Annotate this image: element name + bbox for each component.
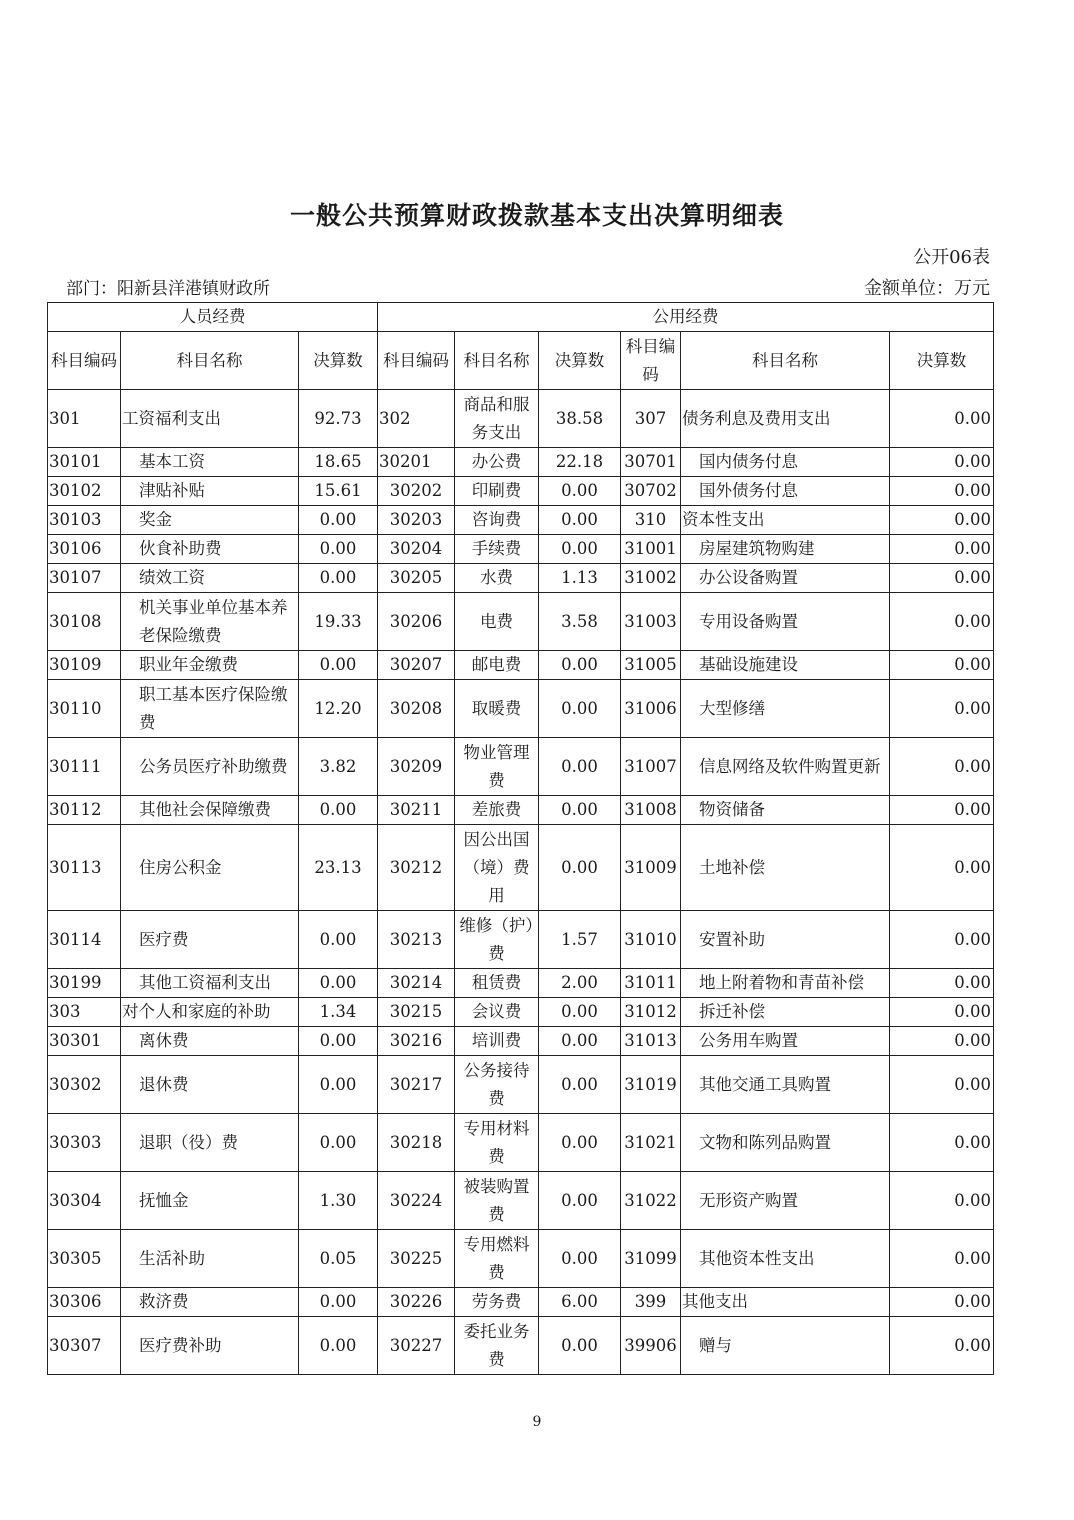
cell-code: 31003 [621, 593, 681, 651]
cell-name: 工资福利支出 [121, 390, 299, 448]
table-row [48, 651, 994, 680]
cell-code: 31013 [621, 1027, 681, 1056]
cell-name: 公务接待费 [455, 1056, 539, 1114]
cell-code: 399 [621, 1288, 681, 1317]
cell-amount: 0.00 [890, 593, 994, 651]
cell-amount: 0.00 [890, 825, 994, 911]
cell-amount: 0.00 [539, 796, 621, 825]
cell-amount: 0.00 [890, 1317, 994, 1375]
cell-amount: 0.00 [890, 1288, 994, 1317]
col-header-code: 科目编码 [48, 332, 121, 390]
cell-name: 专用燃料费 [455, 1230, 539, 1288]
cell-name: 其他资本性支出 [681, 1230, 890, 1288]
cell-amount: 0.00 [539, 1056, 621, 1114]
department-label: 部门：阳新县洋港镇财政所 [66, 279, 270, 299]
cell-name: 维修（护）费 [455, 911, 539, 969]
cell-code: 30217 [378, 1056, 455, 1114]
table-row [48, 680, 994, 738]
cell-amount: 0.00 [890, 390, 994, 448]
cell-code: 31010 [621, 911, 681, 969]
col-header-name: 科目名称 [455, 332, 539, 390]
cell-code: 31021 [621, 1114, 681, 1172]
cell-name: 被装购置费 [455, 1172, 539, 1230]
cell-code: 307 [621, 390, 681, 448]
cell-code: 30701 [621, 448, 681, 477]
table-row [48, 1288, 994, 1317]
cell-code: 31099 [621, 1230, 681, 1288]
cell-name: 职业年金缴费 [121, 651, 299, 680]
page-title: 一般公共预算财政拨款基本支出决算明细表 [289, 201, 784, 230]
cell-code: 30301 [48, 1027, 121, 1056]
col-header-code: 科目编码 [621, 332, 681, 390]
table-row [48, 738, 994, 796]
cell-name: 地上附着物和青苗补偿 [681, 969, 890, 998]
group-header-personnel: 人员经费 [48, 303, 378, 332]
cell-amount: 0.00 [299, 1056, 378, 1114]
cell-code: 31011 [621, 969, 681, 998]
cell-code: 30199 [48, 969, 121, 998]
cell-amount: 0.00 [890, 911, 994, 969]
cell-amount: 0.00 [539, 1172, 621, 1230]
cell-name: 物业管理费 [455, 738, 539, 796]
cell-name: 商品和服务支出 [455, 390, 539, 448]
cell-amount: 22.18 [539, 448, 621, 477]
cell-code: 30218 [378, 1114, 455, 1172]
cell-name: 培训费 [455, 1027, 539, 1056]
cell-code: 31022 [621, 1172, 681, 1230]
col-header-name: 科目名称 [681, 332, 890, 390]
cell-amount: 0.00 [539, 651, 621, 680]
cell-name: 医疗费补助 [121, 1317, 299, 1375]
cell-code: 30207 [378, 651, 455, 680]
cell-amount: 3.58 [539, 593, 621, 651]
table-row [48, 825, 994, 911]
cell-amount: 0.00 [299, 969, 378, 998]
cell-name: 取暖费 [455, 680, 539, 738]
cell-name: 公务用车购置 [681, 1027, 890, 1056]
cell-amount: 0.00 [539, 1027, 621, 1056]
cell-amount: 0.00 [890, 1230, 994, 1288]
cell-name: 其他支出 [681, 1288, 890, 1317]
cell-amount: 0.00 [890, 1056, 994, 1114]
col-header-amount: 决算数 [890, 332, 994, 390]
cell-code: 30111 [48, 738, 121, 796]
cell-code: 30206 [378, 593, 455, 651]
cell-name: 资本性支出 [681, 506, 890, 535]
cell-amount: 0.00 [539, 825, 621, 911]
cell-amount: 19.33 [299, 593, 378, 651]
cell-name: 抚恤金 [121, 1172, 299, 1230]
cell-amount: 15.61 [299, 477, 378, 506]
cell-amount: 2.00 [539, 969, 621, 998]
cell-name: 退休费 [121, 1056, 299, 1114]
cell-amount: 92.73 [299, 390, 378, 448]
cell-code: 30213 [378, 911, 455, 969]
cell-name: 邮电费 [455, 651, 539, 680]
cell-name: 津贴补贴 [121, 477, 299, 506]
cell-name: 房屋建筑物购建 [681, 535, 890, 564]
cell-amount: 1.34 [299, 998, 378, 1027]
cell-name: 机关事业单位基本养老保险缴费 [121, 593, 299, 651]
cell-name: 办公设备购置 [681, 564, 890, 593]
cell-code: 30112 [48, 796, 121, 825]
cell-name: 会议费 [455, 998, 539, 1027]
table-row [48, 1172, 994, 1230]
cell-code: 302 [378, 390, 455, 448]
cell-name: 职工基本医疗保险缴费 [121, 680, 299, 738]
cell-code: 30107 [48, 564, 121, 593]
cell-code: 30106 [48, 535, 121, 564]
table-row [48, 535, 994, 564]
cell-name: 基本工资 [121, 448, 299, 477]
cell-name: 其他社会保障缴费 [121, 796, 299, 825]
cell-name: 基础设施建设 [681, 651, 890, 680]
table-row [48, 1114, 994, 1172]
cell-amount: 0.00 [539, 1317, 621, 1375]
cell-amount: 0.00 [299, 564, 378, 593]
cell-name: 其他交通工具购置 [681, 1056, 890, 1114]
cell-amount: 0.00 [299, 1027, 378, 1056]
cell-name: 伙食补助费 [121, 535, 299, 564]
table-row [48, 1317, 994, 1375]
cell-name: 医疗费 [121, 911, 299, 969]
table-row [48, 593, 994, 651]
cell-name: 奖金 [121, 506, 299, 535]
cell-amount: 0.00 [539, 535, 621, 564]
cell-name: 国内债务付息 [681, 448, 890, 477]
cell-amount: 0.00 [890, 738, 994, 796]
cell-code: 30208 [378, 680, 455, 738]
table-row [48, 796, 994, 825]
cell-code: 31012 [621, 998, 681, 1027]
cell-name: 印刷费 [455, 477, 539, 506]
cell-amount: 1.57 [539, 911, 621, 969]
cell-name: 办公费 [455, 448, 539, 477]
cell-amount: 0.00 [890, 680, 994, 738]
group-header-public: 公用经费 [378, 303, 994, 332]
form-number: 公开06表 [913, 247, 990, 268]
cell-name: 大型修缮 [681, 680, 890, 738]
cell-name: 退职（役）费 [121, 1114, 299, 1172]
cell-code: 30103 [48, 506, 121, 535]
cell-code: 310 [621, 506, 681, 535]
cell-name: 因公出国（境）费用 [455, 825, 539, 911]
cell-amount: 0.00 [890, 796, 994, 825]
cell-code: 30304 [48, 1172, 121, 1230]
cell-name: 物资储备 [681, 796, 890, 825]
cell-amount: 0.00 [539, 680, 621, 738]
cell-code: 30114 [48, 911, 121, 969]
cell-amount: 12.20 [299, 680, 378, 738]
cell-amount: 18.65 [299, 448, 378, 477]
table-row [48, 1027, 994, 1056]
cell-amount: 0.00 [539, 506, 621, 535]
cell-name: 咨询费 [455, 506, 539, 535]
col-header-amount: 决算数 [539, 332, 621, 390]
cell-amount: 0.00 [890, 1114, 994, 1172]
cell-code: 30203 [378, 506, 455, 535]
cell-code: 31005 [621, 651, 681, 680]
cell-name: 土地补偿 [681, 825, 890, 911]
cell-amount: 0.00 [299, 911, 378, 969]
cell-name: 安置补助 [681, 911, 890, 969]
cell-amount: 0.00 [890, 1172, 994, 1230]
table-row [48, 911, 994, 969]
cell-code: 30212 [378, 825, 455, 911]
cell-code: 30215 [378, 998, 455, 1027]
cell-amount: 0.00 [539, 998, 621, 1027]
group-header-row [48, 303, 994, 332]
cell-name: 差旅费 [455, 796, 539, 825]
cell-code: 30214 [378, 969, 455, 998]
cell-amount: 0.00 [890, 535, 994, 564]
cell-amount: 0.00 [539, 1230, 621, 1288]
cell-name: 赠与 [681, 1317, 890, 1375]
cell-name: 租赁费 [455, 969, 539, 998]
table-row [48, 998, 994, 1027]
cell-amount: 6.00 [539, 1288, 621, 1317]
cell-code: 30110 [48, 680, 121, 738]
cell-code: 30224 [378, 1172, 455, 1230]
cell-code: 30302 [48, 1056, 121, 1114]
table-row [48, 969, 994, 998]
cell-amount: 1.13 [539, 564, 621, 593]
cell-amount: 1.30 [299, 1172, 378, 1230]
cell-code: 30209 [378, 738, 455, 796]
cell-amount: 0.00 [539, 477, 621, 506]
cell-code: 30204 [378, 535, 455, 564]
cell-code: 31002 [621, 564, 681, 593]
cell-name: 其他工资福利支出 [121, 969, 299, 998]
cell-name: 救济费 [121, 1288, 299, 1317]
cell-code: 30211 [378, 796, 455, 825]
cell-amount: 0.00 [299, 1288, 378, 1317]
cell-code: 30702 [621, 477, 681, 506]
cell-amount: 0.00 [299, 651, 378, 680]
table-row [48, 1056, 994, 1114]
cell-amount: 0.00 [299, 796, 378, 825]
cell-code: 30102 [48, 477, 121, 506]
cell-code: 31019 [621, 1056, 681, 1114]
cell-code: 31001 [621, 535, 681, 564]
table-row [48, 390, 994, 448]
cell-name: 债务利息及费用支出 [681, 390, 890, 448]
cell-name: 电费 [455, 593, 539, 651]
cell-code: 301 [48, 390, 121, 448]
cell-name: 拆迁补偿 [681, 998, 890, 1027]
col-header-name: 科目名称 [121, 332, 299, 390]
cell-name: 文物和陈列品购置 [681, 1114, 890, 1172]
cell-amount: 3.82 [299, 738, 378, 796]
cell-code: 31008 [621, 796, 681, 825]
cell-amount: 0.00 [299, 535, 378, 564]
cell-amount: 0.00 [890, 1027, 994, 1056]
column-header-row [48, 332, 994, 390]
cell-code: 30216 [378, 1027, 455, 1056]
cell-code: 31007 [621, 738, 681, 796]
cell-code: 30305 [48, 1230, 121, 1288]
cell-code: 30113 [48, 825, 121, 911]
cell-amount: 0.00 [890, 651, 994, 680]
cell-name: 劳务费 [455, 1288, 539, 1317]
cell-code: 30201 [378, 448, 455, 477]
cell-name: 手续费 [455, 535, 539, 564]
amount-unit-label: 金额单位：万元 [864, 278, 990, 299]
table-row [48, 506, 994, 535]
cell-code: 30225 [378, 1230, 455, 1288]
cell-code: 303 [48, 998, 121, 1027]
cell-name: 无形资产购置 [681, 1172, 890, 1230]
cell-amount: 0.00 [539, 738, 621, 796]
cell-name: 委托业务费 [455, 1317, 539, 1375]
cell-code: 30306 [48, 1288, 121, 1317]
cell-name: 公务员医疗补助缴费 [121, 738, 299, 796]
cell-amount: 0.00 [890, 998, 994, 1027]
cell-name: 对个人和家庭的补助 [121, 998, 299, 1027]
cell-name: 绩效工资 [121, 564, 299, 593]
cell-amount: 0.00 [890, 564, 994, 593]
table-row [48, 477, 994, 506]
col-header-code: 科目编码 [378, 332, 455, 390]
cell-code: 30101 [48, 448, 121, 477]
cell-name: 信息网络及软件购置更新 [681, 738, 890, 796]
cell-amount: 0.00 [890, 506, 994, 535]
cell-name: 住房公积金 [121, 825, 299, 911]
cell-code: 30303 [48, 1114, 121, 1172]
cell-amount: 0.00 [299, 506, 378, 535]
cell-code: 31006 [621, 680, 681, 738]
table-row [48, 564, 994, 593]
table-row [48, 1230, 994, 1288]
cell-amount: 38.58 [539, 390, 621, 448]
cell-amount: 0.00 [299, 1114, 378, 1172]
cell-code: 30226 [378, 1288, 455, 1317]
cell-code: 30205 [378, 564, 455, 593]
page-number: 9 [532, 1414, 542, 1430]
cell-amount: 0.05 [299, 1230, 378, 1288]
cell-name: 水费 [455, 564, 539, 593]
cell-name: 专用设备购置 [681, 593, 890, 651]
cell-amount: 0.00 [299, 1317, 378, 1375]
cell-code: 31009 [621, 825, 681, 911]
cell-amount: 0.00 [890, 969, 994, 998]
expenditure-table [47, 302, 994, 1375]
cell-code: 30108 [48, 593, 121, 651]
cell-code: 39906 [621, 1317, 681, 1375]
cell-amount: 0.00 [890, 477, 994, 506]
cell-name: 离休费 [121, 1027, 299, 1056]
cell-name: 国外债务付息 [681, 477, 890, 506]
cell-name: 专用材料费 [455, 1114, 539, 1172]
cell-amount: 0.00 [539, 1114, 621, 1172]
cell-name: 生活补助 [121, 1230, 299, 1288]
cell-amount: 23.13 [299, 825, 378, 911]
cell-code: 30227 [378, 1317, 455, 1375]
table-row [48, 448, 994, 477]
cell-code: 30109 [48, 651, 121, 680]
cell-code: 30307 [48, 1317, 121, 1375]
col-header-amount: 决算数 [299, 332, 378, 390]
cell-amount: 0.00 [890, 448, 994, 477]
cell-code: 30202 [378, 477, 455, 506]
